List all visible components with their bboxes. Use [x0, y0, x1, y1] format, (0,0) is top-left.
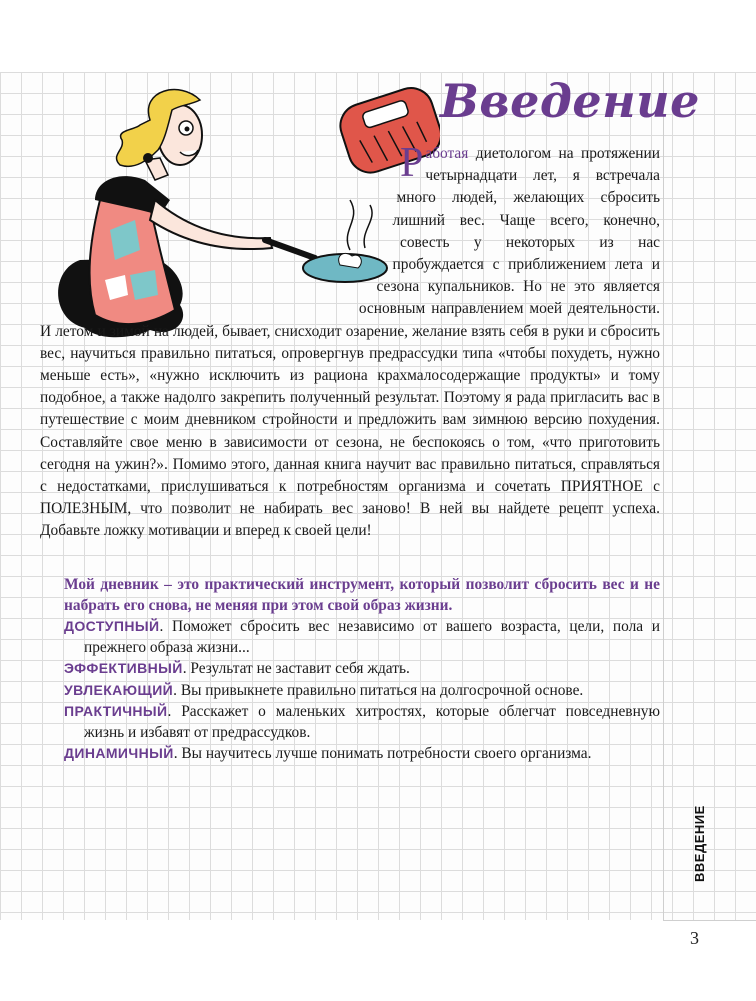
feature-term: ЭФФЕКТИВНЫЙ [64, 660, 183, 676]
feature-term: ПРАКТИЧНЫЙ [64, 703, 168, 719]
intro-paragraph [40, 140, 660, 543]
feature-text: . Вы научитесь лучше понимать потребности своего организма. [173, 745, 592, 762]
feature-text: . Расскажет о маленьких хитростях, которые облегчат повседневную жизнь и избавят от предрассудков. [84, 703, 660, 741]
feature-text: . Вы привыкнете правильно питаться на долгосрочной основе. [173, 681, 584, 699]
intro-text: диетологом на протяжении четырнадцати лет, я встречала много людей, желающих сбросить лишний вес. Чаще всего, конечно, совесть у некоторых из нас пробуждается с приближением лета и сезона купальников. Но не это является основным направлением моей деятельности. И летом и зимой на людей, бывает, снисходит озарение, желание взять себя в руки и сбросить вес, научиться правильно питаться, опровергнув предрассудки типа «чтобы похудеть, нужно меньше есть», «нужно исключить из рациона крахмалосодержащие продукты» и тому подобное, а также надолго закрепить полученный результат. Поэтому я рада пригласить вас в путешествие с моим дневником стройности и предложить вам зимнюю версию похудения. Составляйте свое меню в зависимости от сезона, не беспокоясь о том, «что приготовить сегодня на ужин?». Помимо этого, данная книга научит вас правильно питаться, справляться с недостатками, прислушиваться к потребностям организма и сочетать ПРИЯТНОЕ с ПОЛЕЗНЫМ, что позволит не набирать вес заново! В ней вы найдете рецепт успеха. Добавьте ложку мотивации и вперед к своей цели! [40, 145, 660, 540]
lead-word: аботая [425, 145, 469, 162]
feature-text: . Поможет сбросить вес независимо от вашего возраста, цели, пола и прежнего образа жизни... [84, 618, 660, 656]
feature-term: УВЛЕКАЮЩИЙ [64, 681, 174, 698]
feature-item [64, 658, 660, 680]
features-block [64, 575, 660, 765]
feature-text: . Результат не заставит себя ждать. [182, 660, 410, 677]
illustration-spacer [40, 143, 400, 301]
summary-text: Мой дневник – это практический инструмент, который позволит сбросить вес и не набрать его снова, не меняя при этом свой образ жизни. [64, 576, 660, 614]
margin-column [663, 72, 756, 920]
section-label [684, 805, 744, 888]
page-title: Введение [440, 74, 700, 128]
feature-item [64, 743, 660, 765]
feature-item [64, 616, 660, 658]
feature-item [64, 701, 660, 743]
footer-divider [663, 920, 756, 921]
section-label-text: ВВЕДЕНИЕ [692, 805, 707, 882]
drop-cap: Р [400, 140, 424, 186]
page-number: 3 [690, 928, 699, 948]
feature-term: ДИНАМИЧНЫЙ [64, 745, 174, 761]
feature-term: ДОСТУПНЫЙ [64, 618, 160, 634]
feature-item [64, 680, 660, 702]
